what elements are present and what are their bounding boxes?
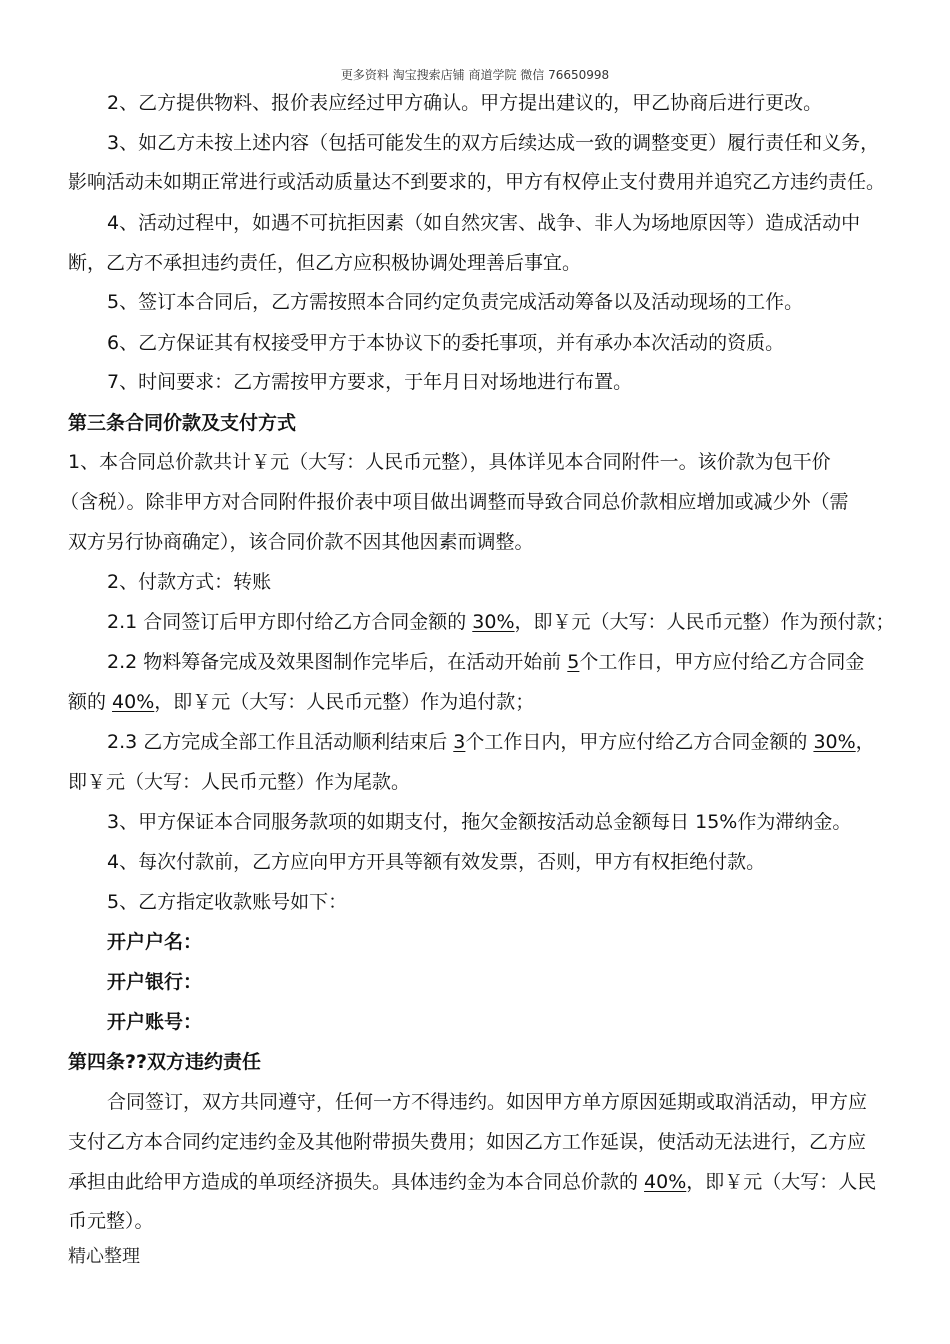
underlined-value: 30% <box>813 731 856 753</box>
clause-item: 6、乙方保证其有权接受甲方于本协议下的委托事项，并有承办本次活动的资质。 <box>107 332 785 354</box>
text: 额的 <box>68 691 113 713</box>
text: 个工作日内，甲方应付给乙方合同金额的 <box>465 731 814 753</box>
text: ， <box>855 731 875 753</box>
text: 承担由此给甲方造成的单项经济损失。具体违约金为本合同总价款的 <box>68 1171 645 1193</box>
clause-item: 4、活动过程中，如遇不可抗拒因素（如自然灾害、战争、非人为场地原因等）造成活动中 <box>107 212 861 234</box>
text: 2.3 乙方完成全部工作且活动顺利结束后 <box>107 731 454 753</box>
text: ，即￥元（大写：人民币元整）作为追付款； <box>154 691 535 713</box>
clause-text: 合同签订，双方共同遵守，任何一方不得违约。如因甲方单方原因延期或取消活动，甲方应 <box>107 1091 868 1113</box>
account-bank-label: 开户银行： <box>107 971 203 993</box>
clause-item: 3、甲方保证本合同服务款项的如期支付，拖欠金额按活动总金额每日 15%作为滞纳金。 <box>107 811 852 833</box>
underlined-value: 3 <box>453 731 466 753</box>
clause-item: 1、本合同总价款共计￥元（大写：人民币元整），具体详见本合同附件一。该价款为包干价 <box>68 451 831 473</box>
footer-text: 精心整理 <box>68 1246 140 1267</box>
clause-item: 3、如乙方未按上述内容（包括可能发生的双方后续达成一致的调整变更）履行责任和义务， <box>107 132 880 154</box>
account-name-label: 开户户名： <box>107 931 203 953</box>
section-heading: 第四条??双方违约责任 <box>68 1051 262 1073</box>
clause-item-cont: 断，乙方不承担违约责任，但乙方应积极协调处理善后事宜。 <box>68 252 582 274</box>
underlined-value: 30% <box>472 611 515 633</box>
clause-item <box>107 610 895 634</box>
underlined-value: 40% <box>112 691 155 713</box>
clause-text-cont: 支付乙方本合同约定违约金及其他附带损失费用；如因乙方工作延误，使活动无法进行，乙方应 <box>68 1131 867 1153</box>
text: ，即￥元（大写：人民币元整）作为预付款； <box>514 611 895 633</box>
clause-item-cont: 双方另行协商确定），该合同价款不因其他因素而调整。 <box>68 531 534 553</box>
text: ，即￥元（大写：人民 <box>686 1171 877 1193</box>
clause-item: 2、付款方式：转账 <box>107 571 272 593</box>
clause-item-cont: 即￥元（大写：人民币元整）作为尾款。 <box>68 771 411 793</box>
text: 2.1 合同签订后甲方即付给乙方合同金额的 <box>107 611 473 633</box>
clause-text-cont: 币元整）。 <box>68 1210 154 1232</box>
clause-item-cont <box>68 690 534 714</box>
account-number-label: 开户账号： <box>107 1011 203 1033</box>
text: 个工作日，甲方应付给乙方合同金 <box>579 651 865 673</box>
clause-item: 5、乙方指定收款账号如下： <box>107 891 348 913</box>
clause-item-cont: （含税）。除非甲方对合同附件报价表中项目做出调整而导致合同总价款相应增加或减少外（需 <box>60 491 849 513</box>
clause-item <box>107 650 864 674</box>
clause-item: 4、每次付款前，乙方应向甲方开具等额有效发票，否则，甲方有权拒绝付款。 <box>107 851 766 873</box>
text: 2.2 物料筹备完成及效果图制作完毕后，在活动开始前 <box>107 651 568 673</box>
clause-item-cont: 影响活动未如期正常进行或活动质量达不到要求的，甲方有权停止支付费用并追究乙方违约责任。 <box>68 171 886 193</box>
underlined-value: 40% <box>644 1171 687 1193</box>
clause-item <box>107 730 875 754</box>
watermark-header: 更多资料 淘宝搜索店铺 商道学院 微信 76650998 <box>340 68 610 82</box>
clause-text-cont <box>68 1170 876 1194</box>
clause-item: 5、签订本合同后，乙方需按照本合同约定负责完成活动筹备以及活动现场的工作。 <box>107 291 804 313</box>
clause-item: 7、时间要求：乙方需按甲方要求，于年月日对场地进行布置。 <box>107 371 633 393</box>
underlined-value: 5 <box>567 651 580 673</box>
section-heading: 第三条合同价款及支付方式 <box>68 412 297 434</box>
clause-item: 2、乙方提供物料、报价表应经过甲方确认。甲方提出建议的，甲乙协商后进行更改。 <box>107 92 823 114</box>
